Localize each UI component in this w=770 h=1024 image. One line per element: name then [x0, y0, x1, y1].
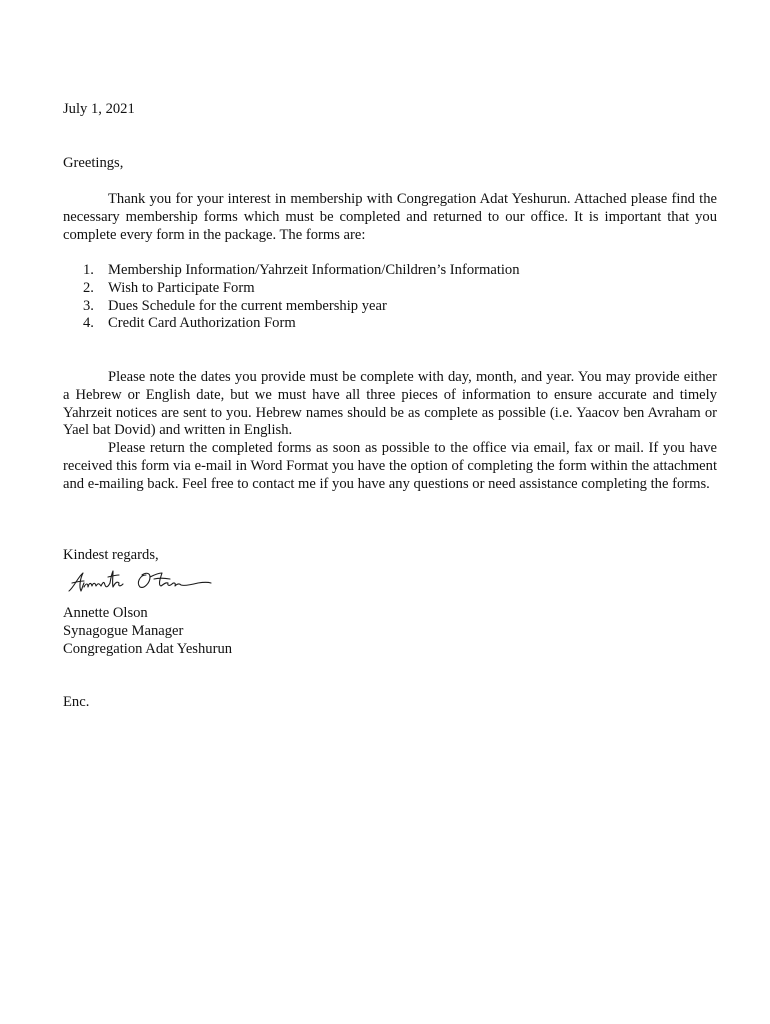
- forms-list: [63, 262, 717, 333]
- list-item: [63, 280, 717, 298]
- list-item-number: 2.: [83, 279, 94, 296]
- dates-paragraph: Please note the dates you provide must be complete with day, month, and year. You may provide either a Hebrew or English date, but we must have all three pieces of information to ensure accurate and timely Yahrzeit notices are sent to you. Hebrew names should be as complete as possible (i.e. Yaacov ben Avraham or Yael bat Dovid) and written in English.: [63, 369, 717, 439]
- list-item: [63, 262, 717, 280]
- intro-paragraph: Thank you for your interest in membership with Congregation Adat Yeshurun. Attached please find the necessary membership forms which must be completed and returned to our office. It is important that you complete every form in the package. The forms are:: [63, 191, 717, 243]
- greeting: Greetings,: [63, 155, 124, 171]
- list-item-number: 1.: [83, 262, 94, 278]
- letter-date: July 1, 2021: [63, 101, 135, 117]
- signer-name: Annette Olson: [63, 605, 148, 621]
- list-item-label: Wish to Participate Form: [108, 279, 255, 296]
- list-item-label: Membership Information/Yahrzeit Information/Children’s Information: [108, 262, 520, 278]
- signature-block: [63, 605, 717, 658]
- list-item-label: Dues Schedule for the current membership year: [108, 297, 387, 314]
- enclosure-note: Enc.: [63, 694, 90, 710]
- signer-title: Synagogue Manager: [63, 622, 184, 639]
- list-item: [63, 298, 717, 316]
- list-item-label: Credit Card Authorization Form: [108, 315, 296, 332]
- list-item: [63, 315, 717, 333]
- closing: Kindest regards,: [63, 547, 159, 563]
- list-item-number: 4.: [83, 315, 94, 332]
- organization-name: Congregation Adat Yeshurun: [63, 640, 233, 657]
- signature: [66, 565, 214, 601]
- return-paragraph: Please return the completed forms as soon as possible to the office via email, fax or mail. If you have received this form via e-mail in Word Format you have the option of completing the form within the attachment and e-mailing back. Feel free to contact me if you have any questions or need assistance completing the forms.: [63, 440, 717, 492]
- list-item-number: 3.: [83, 297, 94, 314]
